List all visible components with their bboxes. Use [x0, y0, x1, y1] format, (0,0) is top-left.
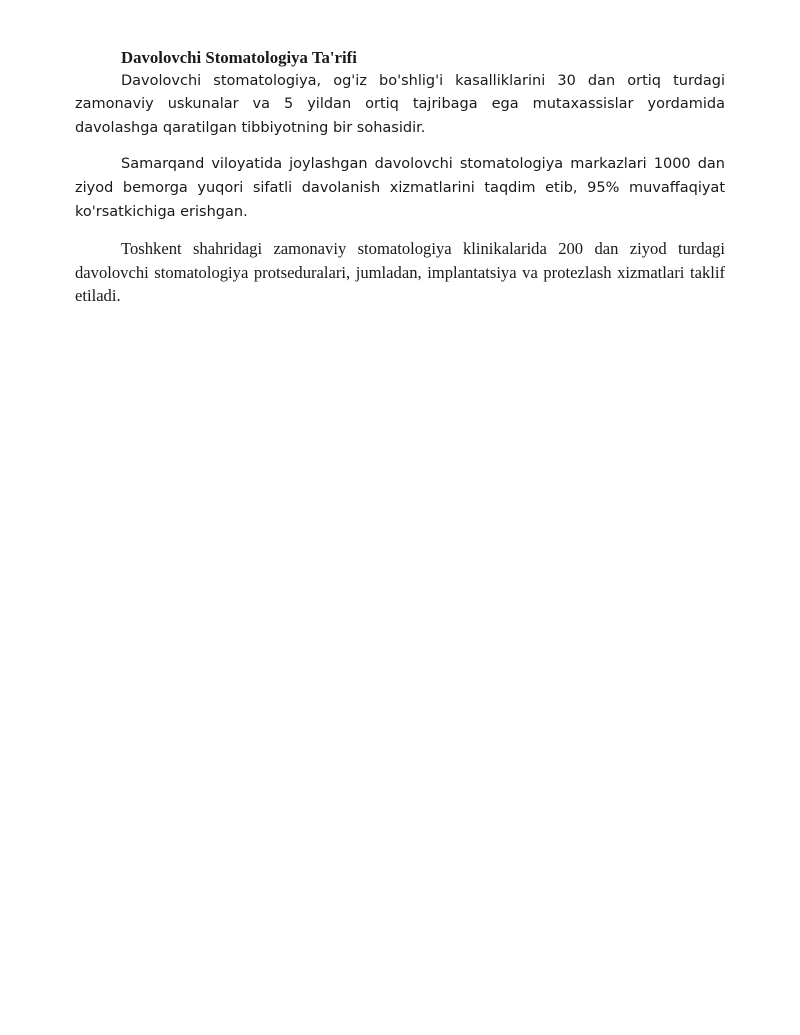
paragraph-2: Samarqand viloyatida joylashgan davolovchi stomatologiya markazlari 1000 dan ziyod bemorga yuqori sifatli davolanish xizmatlarini taqdim etib, 95% muvaffaqiyat ko'rsatkichiga erishgan. — [75, 156, 725, 220]
document-body — [75, 46, 725, 321]
document-heading: Davolovchi Stomatologiya Ta'rifi — [121, 48, 357, 67]
paragraph-3: Toshkent shahridagi zamonaviy stomatologiya klinikalarida 200 dan ziyod turdagi davolovchi stomatologiya protseduralari, jumladan, implantatsiya va protezlash xizmatlari taklif etiladi. — [75, 239, 725, 306]
paragraph-1: Davolovchi stomatologiya, og'iz bo'shlig'i kasalliklarini 30 dan ortiq turdagi zamonaviy uskunalar va 5 yildan ortiq tajribaga ega mutaxassislar yordamida davolashga qaratilgan tibbiyotning bir sohasidir. — [75, 72, 725, 136]
